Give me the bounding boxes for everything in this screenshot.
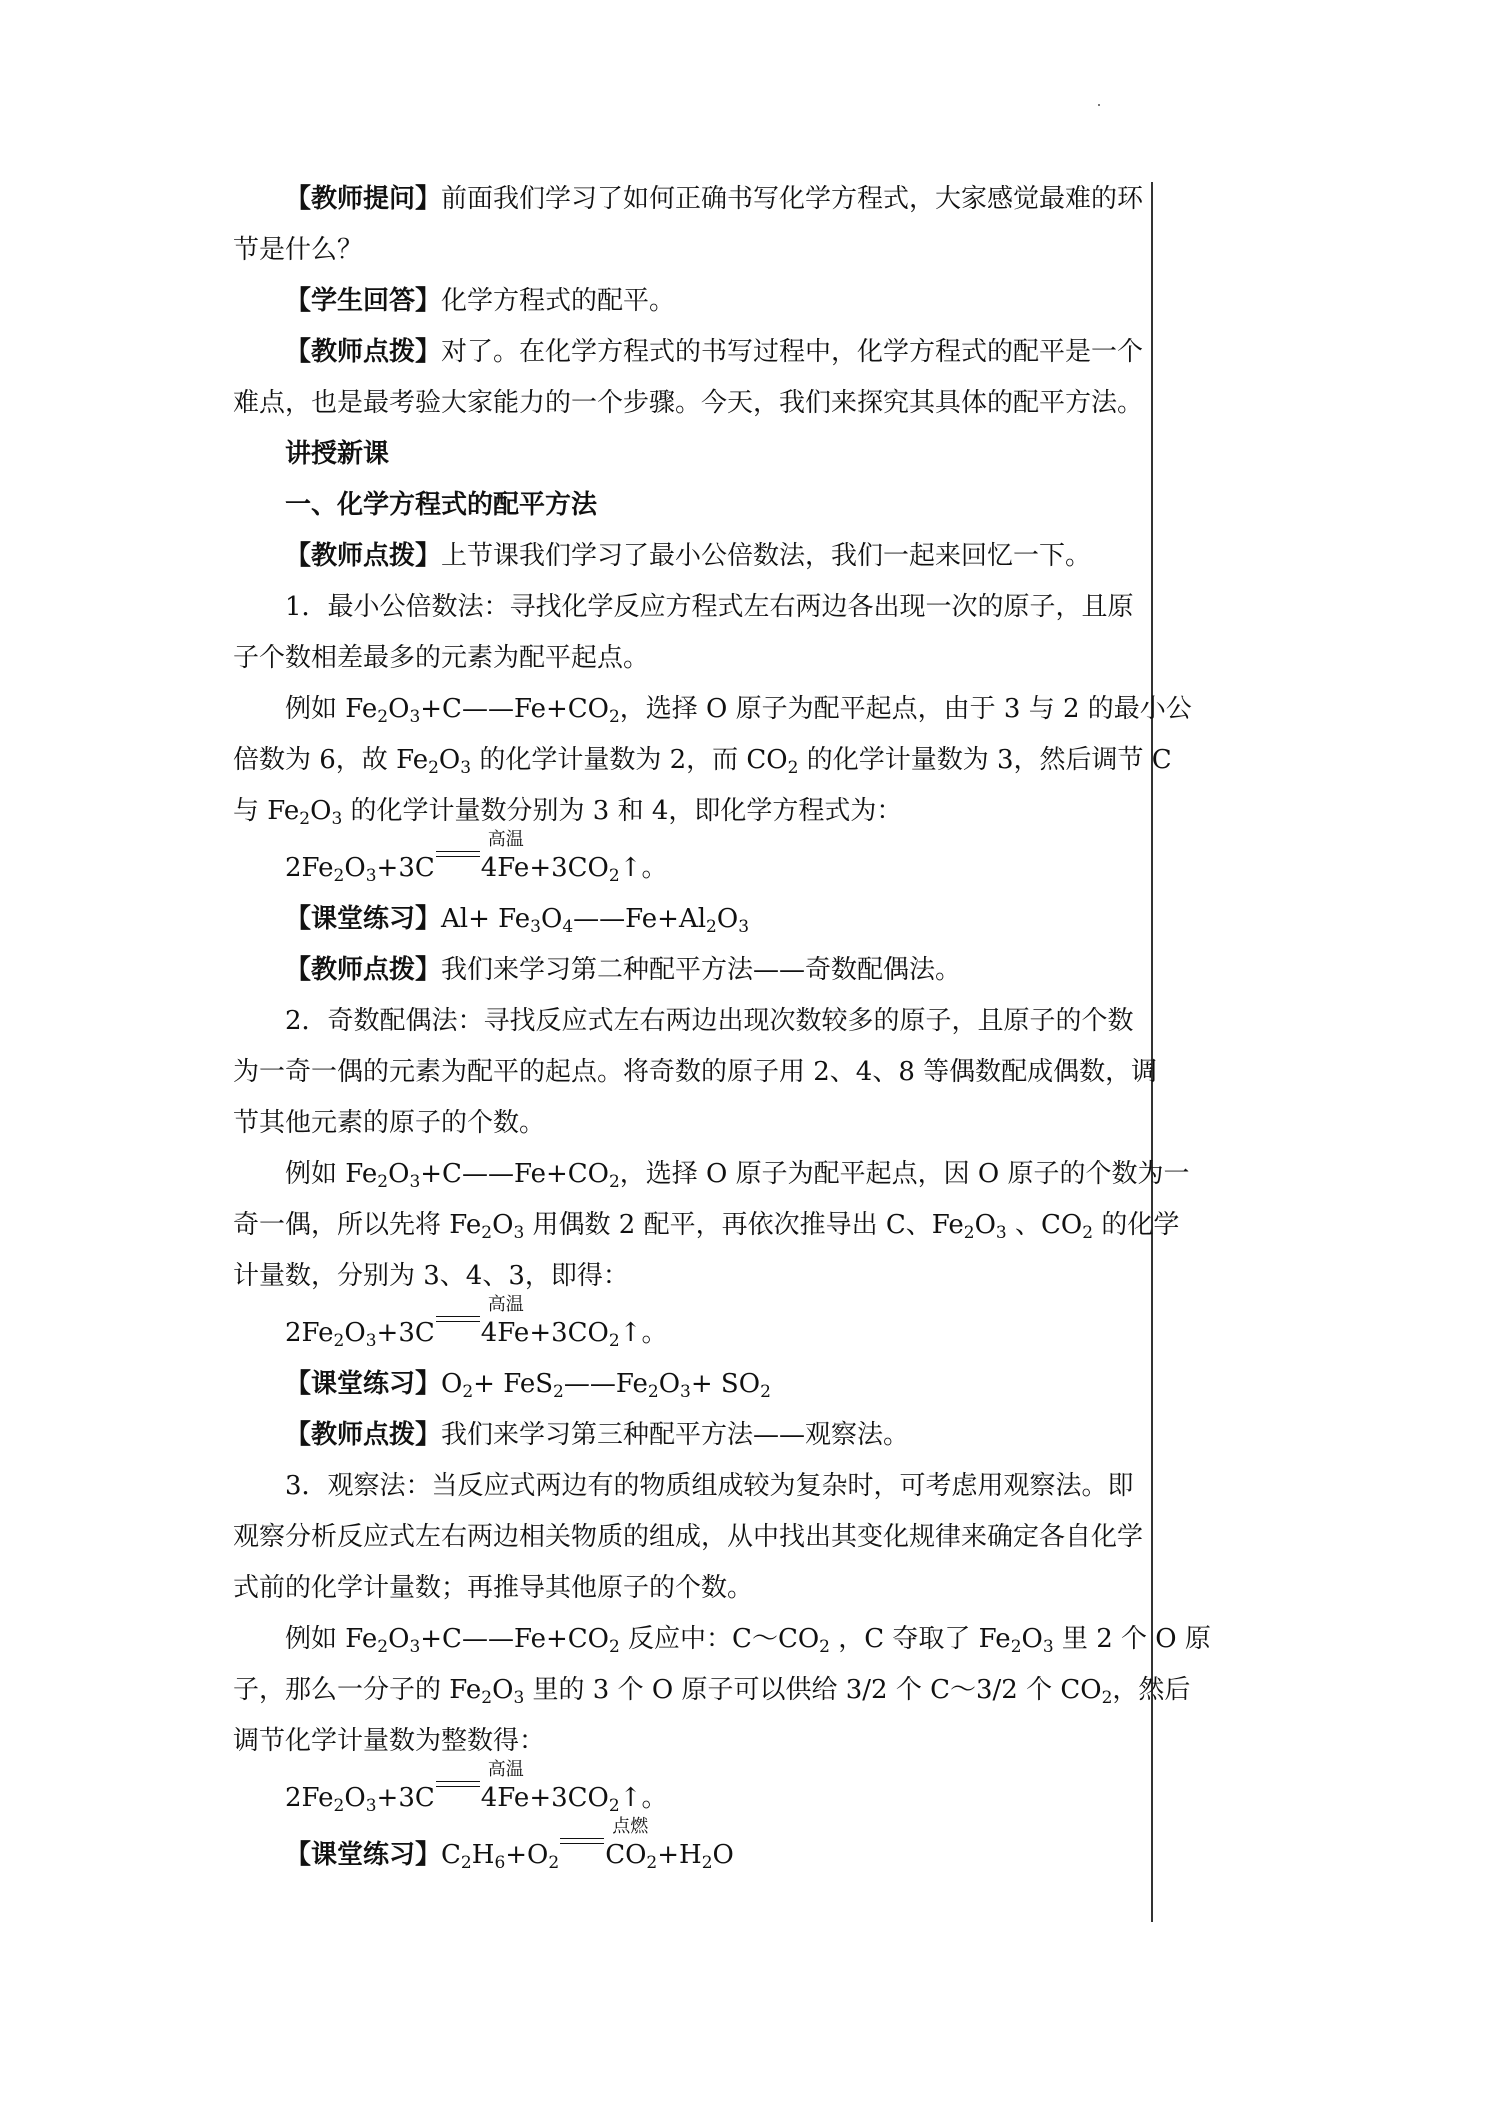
method-3-line: 3．观察法：当反应式两边有的物质组成较为复杂时，可考虑用观察法。即 [285,1471,1134,1501]
text-line: 节其他元素的原子的个数。 [233,1108,546,1138]
teacher-guide-line: 【教师点拨】上节课我们学习了最小公倍数法，我们一起来回忆一下。 [285,541,1092,571]
section-heading: 一、化学方程式的配平方法 [285,490,598,520]
example-line: 与 $Fe_2O_3$ 的化学计量数分别为 3 和 4，即化学方程式为： [233,796,903,829]
text-line: 调节化学计量数为整数得： [233,1726,546,1756]
text-line: 计量数，分别为 3、4、3，即得： [233,1261,629,1291]
text-line: 为一奇一偶的元素为配平的起点。将奇数的原子用 2、4、8 等偶数配成偶数，调 [233,1057,1158,1087]
text-line: 子个数相差最多的元素为配平起点。 [233,643,650,673]
lesson-content [233,174,1211,1881]
practice-line: 【课堂练习】$C_2H_6+O_2$ 点燃 $CO_2+H_2O$ [285,1816,734,1873]
reaction-condition: 点燃 [560,1843,604,1863]
example-line: 例如 $Fe_2O_3+C——Fe+CO_2$ 反应中：$C\sim CO_2$ ，C 夺取了 $Fe_2O_3$ 里 2 个 O 原 [285,1624,1211,1657]
example-line: 倍数为 6，故 $Fe_2O_3$ 的化学计量数为 2，而 $CO_2$ 的化学计量数为 3，然后调节 C [233,745,1172,778]
example-line: 子，那么一分子的 $Fe_2O_3$ 里的 3 个 O 原子可以供给 3/2 个 C～3/2 个 $CO_2$，然后 [233,1675,1191,1708]
section-heading: 讲授新课 [285,439,390,469]
balanced-equation: $2Fe_2O_3+3C$ 高温 $4Fe+3CO_2↑$。 [285,1294,668,1351]
method-1-line: 1．最小公倍数法：寻找化学反应方程式左右两边各出现一次的原子，且原 [285,592,1134,622]
reaction-condition: 高温 [436,1786,480,1806]
example-line: 例如 $Fe_2O_3+C——Fe+CO_2$，选择 O 原子为配平起点，由于 3 与 2 的最小公 [285,694,1192,727]
corner-mark [1098,104,1100,106]
text-line: 观察分析反应式左右两边相关物质的组成，从中找出其变化规律来确定各自化学 [233,1522,1144,1552]
balanced-equation: $2Fe_2O_3+3C$ 高温 $4Fe+3CO_2↑$。 [285,1759,668,1816]
practice-line: 【课堂练习】$Al+ Fe_3O_4——Fe+Al_2O_3$ [285,904,750,937]
example-line: 奇一偶，所以先将 $Fe_2O_3$ 用偶数 2 配平，再依次推导出 C、$Fe_2O_3$ 、$CO_2$ 的化学 [233,1210,1180,1243]
text-line: 节是什么？ [233,235,364,265]
teacher-guide-line: 【教师点拨】我们来学习第二种配平方法——奇数配偶法。 [285,955,962,985]
text-line: 式前的化学计量数；再推导其他原子的个数。 [233,1573,754,1603]
teacher-guide-line: 【教师点拨】我们来学习第三种配平方法——观察法。 [285,1420,910,1450]
method-2-line: 2．奇数配偶法：寻找反应式左右两边出现次数较多的原子，且原子的个数 [285,1006,1134,1036]
text-line: 难点，也是最考验大家能力的一个步骤。今天，我们来探究其具体的配平方法。 [233,388,1144,418]
student-answer-line: 【学生回答】化学方程式的配平。 [285,286,676,316]
example-line: 例如 $Fe_2O_3+C——Fe+CO_2$，选择 O 原子为配平起点，因 O 原子的个数为一 [285,1159,1190,1192]
reaction-condition: 高温 [436,856,480,876]
balanced-equation: $2Fe_2O_3+3C$ 高温 $4Fe+3CO_2↑$。 [285,829,668,886]
teacher-guide-line: 【教师点拨】对了。在化学方程式的书写过程中，化学方程式的配平是一个 [285,337,1144,367]
practice-line: 【课堂练习】$O_2+$ $FeS_2——Fe_2O_3+ SO_2$ [285,1369,771,1402]
teacher-question-line: 【教师提问】前面我们学习了如何正确书写化学方程式，大家感觉最难的环 [285,184,1144,214]
reaction-condition: 高温 [436,1321,480,1341]
